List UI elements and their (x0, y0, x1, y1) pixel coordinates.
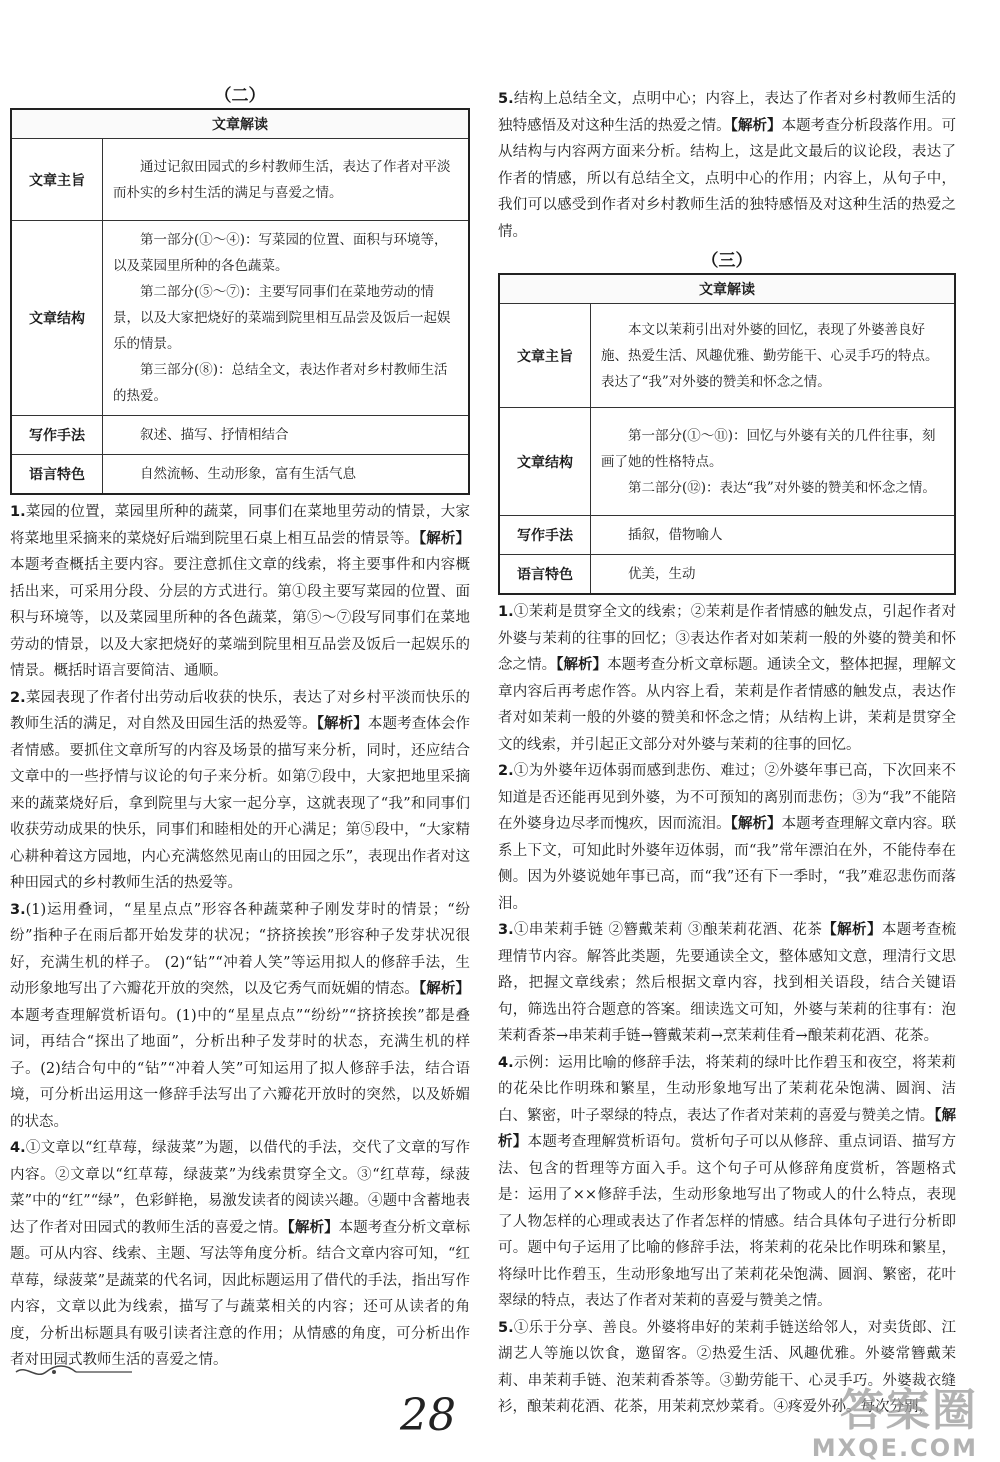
content-para: 本文以茉莉引出对外婆的回忆，表现了外婆善良好施、热爱生活、风趣优雅、勤劳能干、心灵手巧的特点。表达了“我”对外婆的赞美和怀念之情。 (601, 321, 939, 390)
row-label: 语言特色 (11, 455, 103, 495)
answer-item: 3.(1)运用叠词，“星星点点”形容各种蔬菜种子刚发芽时的情景；“纷纷”指种子在雨后都开始发芽的状况；“挤挤挨挨”形容种子发芽状况很好，充满生机的样子。 (2)“钻”“冲着人笑”等运用拟人的修辞手法，生动形象地写出了六瓣花开放的突然，以及它秀气而妩媚的情态。【解析】本题考查理解赏析语句。(1)中的“星星点点”“纷纷”“挤挤挨挨”都是叠词，再结合“探出了地面”，分析出种子发芽时的状态，充满生机的样子。(2)结合句中的“钻”“冲着人笑”可知运用了拟人修辞手法，结合语境，可分析出运用这一修辞手法写出了六瓣花开放时的突然，以及娇媚的状态。 (10, 901, 471, 1130)
right-column (498, 0, 956, 1421)
page-number: 28 (400, 1390, 456, 1441)
row-label: 语言特色 (499, 555, 591, 595)
content-para: 第二部分(⑤～⑦)：主要写同事们在菜地劳动的情景，以及大家把烧好的菜端到院里相互品尝及饭后一起娱乐的情景。 (113, 284, 451, 352)
answer-item: 2.①为外婆年迈体弱而感到悲伤、难过；②外婆年事已高，下次回来不知道是否还能再见到外婆，为不可预知的离别而悲伤；③为“我”不能陪在外婆身边尽孝而愧疚，因而流泪。【解析】本题考查理解文章内容。联系上下文，可知此时外婆年迈体弱，而“我”常年漂泊在外，不能侍奉在侧。因为外婆说她年事已高，而“我”还有下一季时，“我”难忍悲伤而落泪。 (498, 763, 957, 912)
answer-item: 4.①文章以“红草莓，绿菠菜”为题，以借代的手法，交代了文章的写作内容。②文章以“红草莓，绿菠菜”为线索贯穿全文。③“红草莓，绿菠菜”中的“红”“绿”，色彩鲜艳，易激发读者的阅读兴趣。④题中含蓄地表达了作者对田园式的教师生活的喜爱之情。【解析】本题考查分析文章标题。可从内容、线索、主题、写法等角度分析。结合文章内容可知，“红草莓，绿菠菜”是蔬菜的代名词，因此标题运用了借代的手法，指出写作内容，文章以此为线索，描写了与蔬菜相关的内容；还可从读者的角度，分析出标题具有吸引读者注意的作用；从情感的角度，可分析出作者对田园式教师生活的喜爱之情。 (10, 1140, 471, 1368)
row-label: 文章结构 (499, 408, 591, 516)
row-content (103, 139, 470, 221)
row-content (103, 455, 470, 495)
row-content (591, 304, 956, 408)
content-para: 第一部分(①～⑪)：回忆与外婆有关的几件往事，刻画了她的性格特点。 (601, 427, 936, 470)
content-para: 插叙，借物喻人 (628, 527, 723, 543)
content-para: 叙述、描写、抒情相结合 (140, 427, 289, 443)
watermark-en: MXQE.COM (811, 1434, 978, 1462)
answer-item: 4.示例：运用比喻的修辞手法，将茉莉的绿叶比作碧玉和夜空，将茉莉的花朵比作明珠和繁星，生动形象地写出了茉莉花朵饱满、圆润、洁白、繁密，叶子翠绿的特点，表达了作者对茉莉的喜爱与赞美之情。【解析】本题考查理解赏析语句。赏析句子可以从修辞、重点词语、描写方法、包含的哲理等方面入手。这个句子可从修辞角度赏析，答题格式是：运用了××修辞手法，生动形象地写出了物或人的什么特点，表现了人物怎样的心理或表达了作者怎样的情感。结合具体句子进行分析即可。题中句子运用了比喻的修辞手法，将茉莉的花朵比作明珠和繁星，将绿叶比作碧玉，生动形象地写出了茉莉花朵饱满、圆润、繁密，花叶翠绿的特点，表达了作者对茉莉的喜爱与赞美之情。 (498, 1054, 957, 1309)
section-title-3: （三） (701, 251, 753, 271)
answer-5-part2 (498, 86, 956, 245)
content-para: 第二部分(⑫)：表达“我”对外婆的赞美和怀念之情。 (628, 479, 936, 496)
answers-right (498, 599, 956, 1421)
row-label: 写作手法 (499, 516, 591, 555)
content-para: 自然流畅、生动形象，富有生活气息 (140, 466, 356, 482)
row-content (591, 555, 956, 595)
answers-left (10, 499, 470, 1374)
row-label: 文章主旨 (11, 139, 103, 221)
article-reading-table (10, 108, 470, 495)
answer-item: 1.菜园的位置，菜园里所种的蔬菜，同事们在菜地里劳动的情景，大家将菜地里采摘来的菜烧好后端到院里石桌上相互品尝的情景等。【解析】本题考查概括主要内容。要注意抓住文章的线索，将主要事件和内容概括出来，可采用分段、分层的方式进行。第①段主要写菜园的位置、面积与环境等，以及菜园里所种的各色蔬菜，第⑤～⑦段写同事们在菜地劳动的情景，以及大家把烧好的菜端到院里相互品尝及饭后一起娱乐的情景。概括时语言要简洁、通顺。 (10, 504, 471, 679)
row-content (103, 221, 470, 416)
table-header: 文章解读 (11, 109, 469, 139)
decorative-flourish (14, 1362, 134, 1382)
article-reading-table (498, 273, 956, 595)
answer-item: 3.①串茉莉手链 ②簪戴茉莉 ③酿茉莉花酒、花茶【解析】本题考查梳理情节内容。解答此类题，先要通读全文，整体感知文意，理清行文思路，把握文章线索；然后根据文章内容，找到相关语段，结合关键语句，筛选出符合题意的答案。细读选文可知，外婆与茉莉的往事有：泡茉莉香茶→串茉莉手链→簪戴茉莉→烹茉莉佳肴→酿茉莉花酒、花茶。 (498, 921, 957, 1044)
section-title-2: （二） (214, 86, 266, 106)
content-para: 第一部分(①～④)：写菜园的位置、面积与环境等，以及菜园里所种的各色蔬菜。 (113, 232, 448, 274)
answer-item: 5.结构上总结全文，点明中心；内容上，表达了作者对乡村教师生活的独特感悟及对这种生活的热爱之情。【解析】本题考查分析段落作用。可从结构与内容两方面来分析。结构上，这是此文最后的议论段，表达了作者的情感，所以有总结全文，点明中心的作用；内容上，从句子中，我们可以感受到作者对乡村教师生活的独特感悟及对这种生活的热爱之情。 (498, 91, 957, 240)
watermark-cn: 答案圈 (840, 1385, 978, 1436)
row-label: 文章主旨 (499, 304, 591, 408)
content-para: 优美，生动 (628, 566, 696, 582)
watermark-logo (811, 1385, 978, 1462)
row-content (591, 408, 956, 516)
content-para: 第三部分(⑧)：总结全文，表达作者对乡村教师生活的热爱。 (113, 362, 448, 404)
row-content (103, 416, 470, 455)
table-header: 文章解读 (499, 274, 955, 304)
row-label: 文章结构 (11, 221, 103, 416)
answer-item: 5.①乐于分享、善良。外婆将串好的茉莉手链送给邻人，对卖货郎、江湖艺人等施以饮食，邀留客。②热爱生活、风趣优雅。外婆常簪戴茉莉、串茉莉手链、泡茉莉香茶等。③勤劳能干、心灵手巧。外婆裁衣缝衫，酿茉莉花酒、花茶，用茉莉烹炒菜肴。④疼爱外孙。每次分别， (498, 1319, 956, 1415)
row-content (591, 516, 956, 555)
content-para: 通过记叙田园式的乡村教师生活，表达了作者对平淡而朴实的乡村生活的满足与喜爱之情。 (113, 158, 451, 201)
answer-item: 2.菜园表现了作者付出劳动后收获的快乐，表达了对乡村平淡而快乐的教师生活的满足，对自然及田园生活的热爱等。【解析】本题考查体会作者情感。要抓住文章所写的内容及场景的描写来分析，同时，还应结合文章中的一些抒情与议论的句子来分析。如第⑦段中，大家把地里采摘来的蔬菜烧好后，拿到院里与大家一起分享，这就表现了“我”和同事们收获劳动成果的快乐，同事们和睦相处的开心满足；第⑤段中，“大家精心耕种着这方园地，内心充满悠然见南山的田园之乐”，表现出作者对这种田园式的乡村教师生活的热爱等。 (10, 689, 471, 891)
left-column (10, 0, 470, 1374)
answer-item: 1.①茉莉是贯穿全文的线索；②茉莉是作者情感的触发点，引起作者对外婆与茉莉的往事的回忆；③表达作者对如茉莉一般的外婆的赞美和怀念之情。【解析】本题考查分析文章标题。通读全文，整体把握，理解文章内容后再考虑作答。从内容上看，茉莉是作者情感的触发点，表达作者对如茉莉一般的外婆的赞美和怀念之情；从结构上讲，茉莉是贯穿全文的线索，并引起正文部分对外婆与茉莉的往事的回忆。 (498, 604, 957, 753)
row-label: 写作手法 (11, 416, 103, 455)
